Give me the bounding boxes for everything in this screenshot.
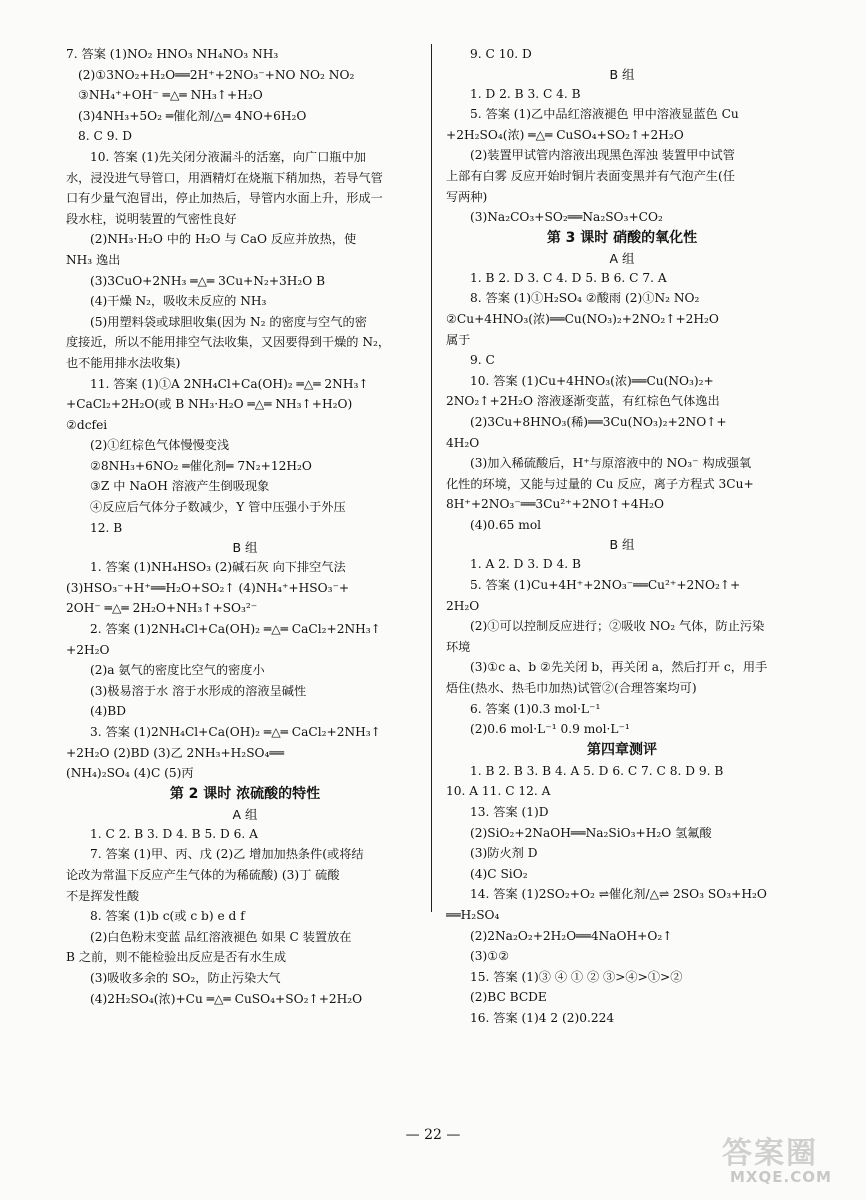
answer-line: 1. 答案 (1)NH₄HSO₃ (2)碱石灰 向下排空气法 [90, 560, 346, 575]
answer-line: (NH₄)₂SO₄ (4)C (5)丙 [66, 766, 194, 781]
answer-line: 1. B 2. D 3. C 4. D 5. B 6. C 7. A [470, 270, 667, 285]
answer-line: (5)用塑料袋或球胆收集(因为 N₂ 的密度与空气的密 [90, 314, 367, 329]
answer-line: ③NH₄⁺+OH⁻ ═△═ NH₃↑+H₂O [78, 88, 263, 103]
answer-line: (2)0.6 mol·L⁻¹ 0.9 mol·L⁻¹ [470, 722, 630, 737]
answer-line: (3)吸收多余的 SO₂，防止污染大气 [90, 970, 281, 985]
answer-line: 8. C 9. D [78, 129, 132, 144]
answer-line: ④反应后气体分子数减少，Y 管中压强小于外压 [90, 500, 346, 515]
answer-line: (3)4NH₃+5O₂ ═催化剂/△═ 4NO+6H₂O [78, 108, 307, 123]
answer-line: (3)极易溶于水 溶于水形成的溶液呈碱性 [90, 683, 307, 698]
page-number: — 22 — [405, 1127, 461, 1143]
answer-line: 也不能用排水法收集) [66, 355, 181, 370]
column-divider [431, 44, 432, 912]
answer-line: 15. 答案 (1)③ ④ ① ② ③>④>①>② [470, 969, 683, 984]
left-column [66, 44, 424, 1009]
answer-line: 5. 答案 (1)乙中品红溶液褪色 甲中溶液显蓝色 Cu [470, 107, 739, 122]
answer-line: 12. B [90, 520, 123, 535]
answer-line: (2)BC BCDE [470, 990, 547, 1005]
answer-line: (2)a 氨气的密度比空气的密度小 [90, 663, 265, 678]
answer-line: +2H₂O [66, 642, 110, 657]
answer-line: +2H₂SO₄(浓) ═△═ CuSO₄+SO₂↑+2H₂O [446, 127, 684, 142]
answer-line: 1. A 2. D 3. D 4. B [470, 557, 581, 572]
answer-line: 环境 [446, 639, 471, 654]
answer-line: (2)①红棕色气体慢慢变浅 [90, 438, 230, 453]
answer-line: ══H₂SO₄ [446, 907, 500, 922]
answer-line: (3)防火剂 D [470, 846, 538, 861]
answer-line: 焐住(热水、热毛巾加热)试管②(合理答案均可) [446, 681, 697, 696]
answer-line: 10. A 11. C 12. A [446, 784, 551, 799]
group-heading: B 组 [232, 540, 258, 556]
answer-line: 水，浸没进气导管口，用酒精灯在烧瓶下稍加热，若导气管 [66, 170, 383, 185]
answer-line: (2)装置甲试管内溶液出现黑色浑浊 装置甲中试管 [470, 148, 735, 163]
answer-line: 属于 [446, 332, 471, 347]
answer-line: 8H⁺+2NO₃⁻══3Cu²⁺+2NO↑+4H₂O [446, 497, 664, 512]
answer-line: 上部有白雾 反应开始时铜片表面变黑并有气泡产生(任 [446, 168, 735, 183]
answer-line: (3)3CuO+2NH₃ ═△═ 3Cu+N₂+3H₂O B [90, 273, 326, 288]
answer-line: 5. 答案 (1)Cu+4H⁺+2NO₃⁻══Cu²⁺+2NO₂↑+ [470, 578, 741, 593]
answer-line: +CaCl₂+2H₂O(或 B NH₃·H₂O ═△═ NH₃↑+H₂O) [66, 397, 353, 412]
answer-line: (4)C SiO₂ [470, 866, 528, 881]
answer-line: 2NO₂↑+2H₂O 溶液逐渐变蓝，有红棕色气体逸出 [446, 394, 720, 409]
answer-line: (2)NH₃·H₂O 中的 H₂O 与 CaO 反应并放热，使 [90, 232, 357, 247]
answer-line: (4)2H₂SO₄(浓)+Cu ═△═ CuSO₄+SO₂↑+2H₂O [90, 991, 363, 1006]
answer-line: 口有少量气泡冒出，停止加热后，导管内水面上升，形成一 [66, 191, 383, 206]
answer-line: (4)干燥 N₂，吸收未反应的 NH₃ [90, 294, 267, 309]
answer-line: (2)2Na₂O₂+2H₂O══4NaOH+O₂↑ [470, 928, 673, 943]
answer-line: 10. 答案 (1)先关闭分液漏斗的活塞，向广口瓶中加 [90, 149, 366, 164]
answer-line: (3)①c a、b ②先关闭 b，再关闭 a，然后打开 c，用手 [470, 660, 768, 675]
answer-line: 14. 答案 (1)2SO₂+O₂ ⇌催化剂/△⇌ 2SO₃ SO₃+H₂O [470, 887, 767, 902]
watermark-text: 答案圈 [722, 1136, 818, 1171]
answer-line: 段水柱，说明装置的气密性良好 [66, 211, 237, 226]
answer-line: 度接近，所以不能用排空气法收集，又因要得到干燥的 N₂， [66, 335, 391, 350]
answer-line: NH₃ 逸出 [66, 252, 121, 267]
answer-line: 7. 答案 (1)NO₂ HNO₃ NH₄NO₃ NH₃ [66, 47, 279, 61]
answer-line: 2H₂O [446, 598, 480, 613]
answer-line: 化性的环境，又能与过量的 Cu 反应，离子方程式 3Cu+ [446, 476, 754, 491]
watermark-url: MXQE.COM [730, 1168, 832, 1186]
group-heading: A 组 [232, 806, 258, 822]
answer-line: (3)加入稀硫酸后，H⁺与原溶液中的 NO₃⁻ 构成强氧 [470, 456, 752, 471]
section-heading: 第 2 课时 浓硫酸的特性 [169, 785, 321, 802]
answer-line: 13. 答案 (1)D [470, 805, 549, 819]
answer-line: +2H₂O (2)BD (3)乙 2NH₃+H₂SO₄══ [66, 745, 285, 760]
group-heading: B 组 [609, 66, 635, 82]
answer-line: (2)SiO₂+2NaOH══Na₂SiO₃+H₂O 氢氟酸 [470, 825, 712, 840]
watermark-logo [718, 1128, 858, 1190]
answer-line: 1. D 2. B 3. C 4. B [470, 86, 581, 101]
answer-line: (2)①可以控制反应进行；②吸收 NO₂ 气体，防止污染 [470, 619, 765, 634]
section-heading: 第 3 课时 硝酸的氧化性 [546, 229, 698, 246]
answer-line: (3)HSO₃⁻+H⁺══H₂O+SO₂↑ (4)NH₄⁺+HSO₃⁻+ [66, 580, 350, 595]
answer-line: 16. 答案 (1)4 2 (2)0.224 [470, 1010, 615, 1025]
answer-line: (2)白色粉末变蓝 品红溶液褪色 如果 C 装置放在 [90, 929, 352, 944]
answer-line: 9. C [470, 353, 495, 368]
answer-line: ②8NH₃+6NO₂ ═催化剂═ 7N₂+12H₂O [90, 458, 312, 473]
answer-line: 8. 答案 (1)b c(或 c b) e d f [90, 909, 245, 924]
answer-line: 论改为常温下反应产生气体的为稀硫酸) (3)丁 硫酸 [66, 867, 340, 882]
answer-line: 4H₂O [446, 435, 480, 450]
answer-line: (4)BD [90, 704, 126, 719]
answer-line: ②Cu+4HNO₃(浓)══Cu(NO₃)₂+2NO₂↑+2H₂O [446, 311, 719, 326]
answer-line: 写两种) [446, 189, 488, 204]
answer-line: 2. 答案 (1)2NH₄Cl+Ca(OH)₂ ═△═ CaCl₂+2NH₃↑ [90, 622, 381, 637]
answer-line: 7. 答案 (1)甲、丙、戊 (2)乙 增加加热条件(或将结 [90, 847, 364, 862]
answer-line: 9. C 10. D [470, 47, 532, 61]
answer-line: 8. 答案 (1)①H₂SO₄ ②酸雨 (2)①N₂ NO₂ [470, 291, 700, 306]
answer-line: 2OH⁻ ═△═ 2H₂O+NH₃↑+SO₃²⁻ [66, 601, 258, 616]
answer-line: 10. 答案 (1)Cu+4HNO₃(浓)══Cu(NO₃)₂+ [470, 373, 714, 388]
group-heading: B 组 [609, 537, 635, 553]
answer-line: 11. 答案 (1)①A 2NH₄Cl+Ca(OH)₂ ═△═ 2NH₃↑ [90, 376, 369, 391]
answer-line: ②dcfei [66, 417, 108, 432]
answer-line: (3)Na₂CO₃+SO₂══Na₂SO₃+CO₂ [470, 210, 663, 225]
answer-line: (2)①3NO₂+H₂O══2H⁺+2NO₃⁻+NO NO₂ NO₂ [78, 67, 355, 82]
answer-line: 3. 答案 (1)2NH₄Cl+Ca(OH)₂ ═△═ CaCl₂+2NH₃↑ [90, 725, 381, 739]
answer-line: 6. 答案 (1)0.3 mol·L⁻¹ [470, 701, 601, 716]
answer-line: 不是挥发性酸 [66, 888, 140, 903]
answer-line: (4)0.65 mol [470, 517, 542, 532]
answer-line: B 之前，则不能检验出反应是否有水生成 [66, 950, 287, 965]
answer-line: (2)3Cu+8HNO₃(稀)══3Cu(NO₃)₂+2NO↑+ [470, 414, 727, 429]
answer-line: ③Z 中 NaOH 溶液产生倒吸现象 [90, 479, 270, 494]
section-heading: 第四章测评 [587, 741, 657, 758]
group-heading: A 组 [609, 250, 635, 266]
answer-line: 1. C 2. B 3. D 4. B 5. D 6. A [90, 826, 258, 841]
answer-line: 1. B 2. B 3. B 4. A 5. D 6. C 7. C 8. D 9. B [470, 763, 724, 778]
right-column [446, 44, 798, 1029]
answer-line: (3)①② [470, 949, 510, 964]
